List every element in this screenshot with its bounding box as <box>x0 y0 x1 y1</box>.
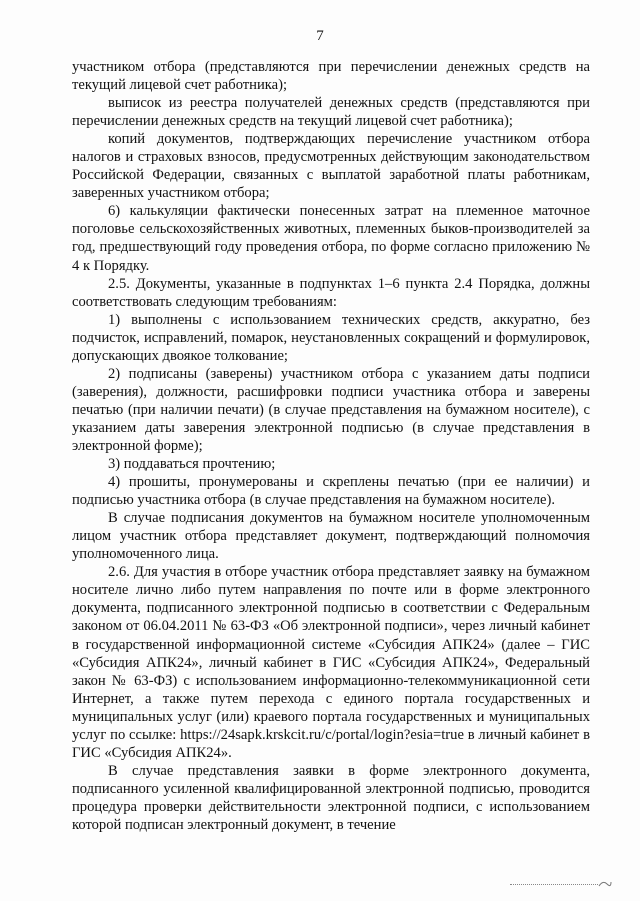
paragraph: участником отбора (представляются при перечислении денежных средств на текущий лицевой счет работника); <box>72 59 590 94</box>
paragraph: 3) поддаваться прочтению; <box>108 456 276 473</box>
footer-mark-icon <box>598 878 612 890</box>
paragraph: В случае подписания документов на бумажном носителе уполномоченным лицом участник отбора представляет документ, подтверждающий полномочия уполномоченного лица. <box>72 510 590 563</box>
paragraph: 2.5. Документы, указанные в подпунктах 1–6 пункта 2.4 Порядка, должны соответствовать следующим требованиям: <box>72 275 590 310</box>
paragraph: 2.6. Для участия в отборе участник отбора представляет заявку на бумажном носителе лично либо путем направления по почте или в форме электронного документа, подписанного электронной подписью в соответствии с Федеральным законом от 06.04.2011 № 63-ФЗ «Об электронной подписи», через личный кабинет в государственной информационной системе «Субсидия АПК24» (далее – ГИС «Субсидия АПК24», личный кабинет в ГИС «Субсидия АПК24», Федеральный закон № 63-ФЗ) с использованием информационно-телекоммуникационной сети Интернет, а также путем перехода с единого портала государственных и муниципальных услуг (или) краевого портала государственных и муниципальных услуг по ссылке: https://24sapk.krskcit.ru/c/portal/login?esia=true в личный кабинет в ГИС «Субсидия АПК24». <box>72 564 590 761</box>
paragraph: В случае представления заявки в форме электронного документа, подписанного усиленной квалифицированной электронной подписью, проводится процедура проверки действительности электронной подписи, с использованием которой подписан электронный документ, в течение <box>72 762 590 833</box>
footer-rule <box>510 884 598 885</box>
paragraph: 4) прошиты, пронумерованы и скреплены печатью (при ее наличии) и подписью участника отбора (в случае представления на бумажном носителе). <box>72 474 590 509</box>
page-number: 7 <box>316 28 324 44</box>
paragraph: копий документов, подтверждающих перечисление участником отбора налогов и страховых взносов, предусмотренных действующим законодательством Российской Федерации, связанных с выплатой заработной платы работникам, заверенных участником отбора; <box>72 131 590 202</box>
paragraph: 1) выполнены с использованием технических средств, аккуратно, без подчисток, исправлений, помарок, неустановленных сокращений и формулировок, допускающих двоякое толкование; <box>72 311 590 364</box>
paragraph: выписок из реестра получателей денежных средств (представляются при перечислении денежных средств на текущий лицевой счет работника); <box>72 95 590 130</box>
document-body <box>72 58 590 834</box>
paragraph: 2) подписаны (заверены) участником отбора с указанием даты подписи (заверения), должности, расшифровки подписи участника отбора и заверены печатью (при наличии печати) (в случае представления на бумажном носителе), с указанием даты заверения электронной подписью (в случае представления в электронной форме); <box>72 365 590 454</box>
paragraph: 6) калькуляции фактически понесенных затрат на племенное маточное поголовье сельскохозяйственных животных, племенных быков-производителей за год, предшествующий году проведения отбора, по форме согласно приложению № 4 к Порядку. <box>72 203 590 274</box>
